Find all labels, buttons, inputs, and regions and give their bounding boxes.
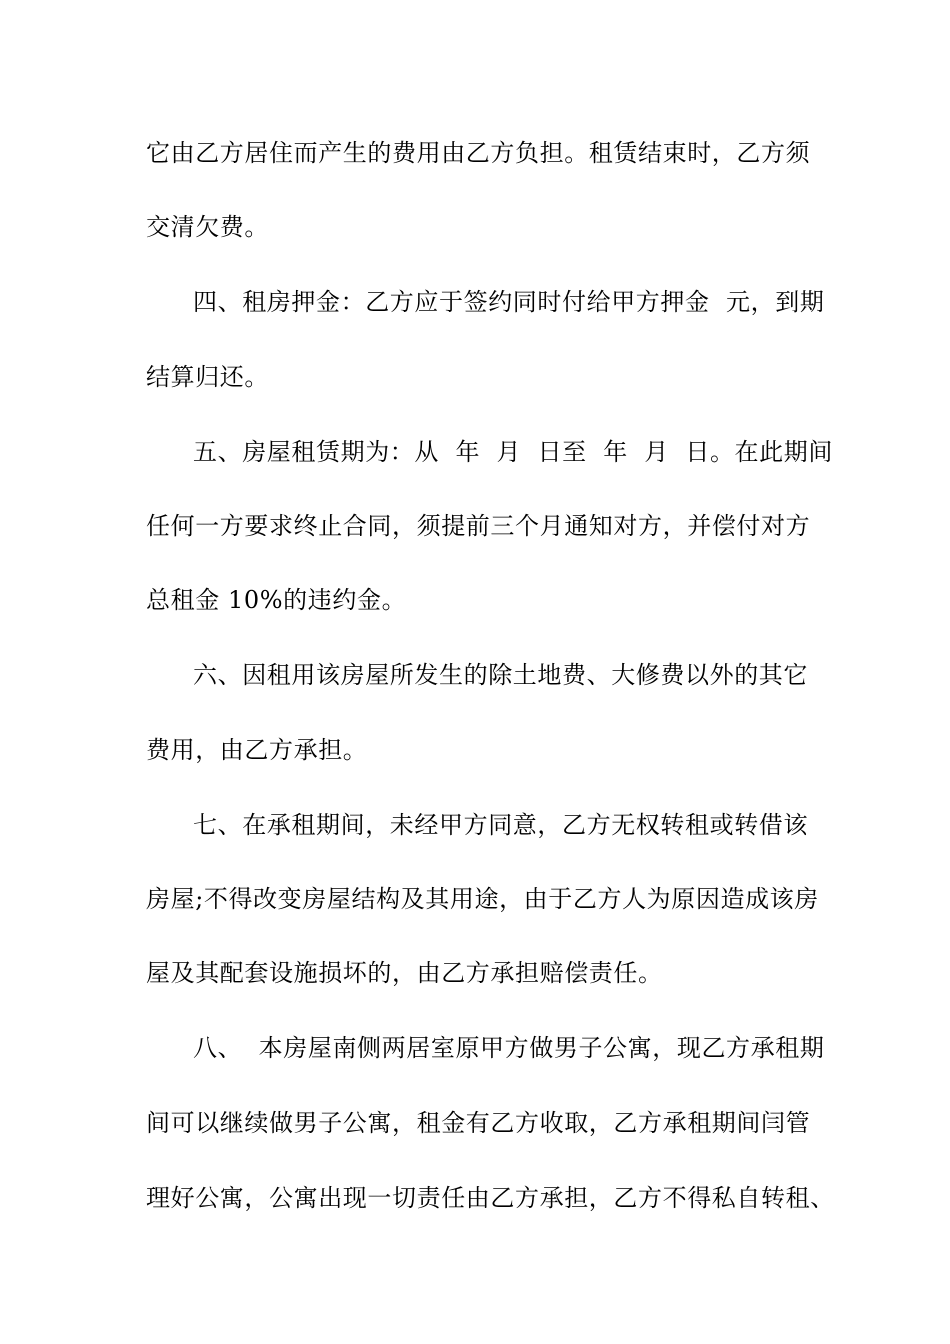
clause-six-heading: 六、因租用该房屋所发生的除土地费、大修费以外的其它 bbox=[193, 661, 808, 689]
text-line: 费用，由乙方承担。 bbox=[146, 736, 368, 764]
clause-five-heading: 五、房屋租赁期为：从 年 月 日至 年 月 日。在此期间 bbox=[193, 438, 833, 466]
text-line: 结算归还。 bbox=[146, 363, 269, 391]
text-line: 总租金 10%的违约金。 bbox=[146, 586, 407, 614]
clause-four-heading: 四、租房押金：乙方应于签约同时付给甲方押金 元，到期 bbox=[193, 288, 825, 316]
text-line: 理好公寓，公寓出现一切责任由乙方承担，乙方不得私自转租、 bbox=[146, 1184, 835, 1212]
text-line: 任何一方要求终止合同，须提前三个月通知对方，并偿付对方 bbox=[146, 512, 811, 540]
text-line: 交清欠费。 bbox=[146, 213, 269, 241]
clause-seven-heading: 七、在承租期间，未经甲方同意，乙方无权转租或转借该 bbox=[193, 811, 808, 839]
text-line: 间可以继续做男子公寓，租金有乙方收取，乙方承租期间闫管 bbox=[146, 1109, 811, 1137]
text-line: 它由乙方居住而产生的费用由乙方负担。租赁结束时，乙方须 bbox=[146, 139, 811, 167]
text-line: 屋及其配套设施损坏的，由乙方承担赔偿责任。 bbox=[146, 959, 663, 987]
clause-eight-heading: 八、 本房屋南侧两居室原甲方做男子公寓，现乙方承租期 bbox=[193, 1034, 825, 1062]
text-line: 房屋;不得改变房屋结构及其用途，由于乙方人为原因造成该房 bbox=[146, 885, 819, 913]
